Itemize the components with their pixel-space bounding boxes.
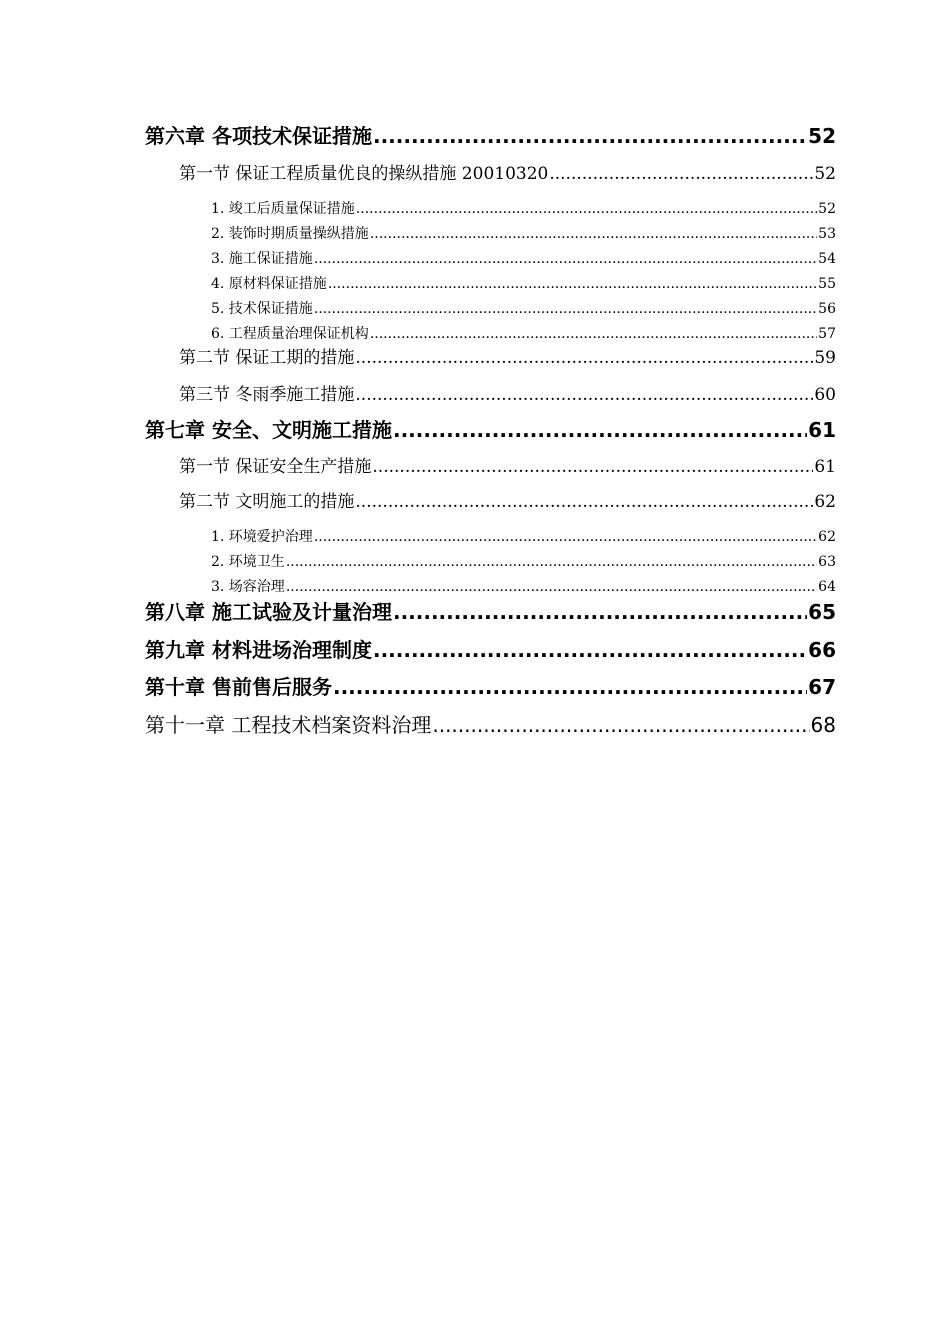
toc-entry-chapter[interactable] (145, 123, 836, 149)
dot-leader (333, 674, 807, 700)
toc-entry-page: 55 (818, 276, 836, 292)
toc-entry-label: 第九章 材料进场治理制度 (145, 638, 372, 662)
toc-entry-page: 66 (808, 638, 836, 662)
toc-entry-label: 第三节 冬雨季施工措施 (179, 385, 355, 405)
dot-leader (355, 347, 813, 369)
toc-entry-page: 67 (808, 675, 836, 699)
dot-leader (393, 417, 807, 443)
dot-leader (372, 456, 813, 478)
dot-leader (355, 491, 813, 513)
toc-entry-section[interactable] (179, 347, 836, 369)
dot-leader (373, 637, 807, 663)
dot-leader (373, 123, 807, 149)
toc-entry-label: 2. 装饰时期质量操纵措施 (211, 226, 369, 242)
toc-entry-item[interactable] (211, 528, 836, 546)
toc-entry-label: 3. 施工保证措施 (211, 251, 313, 267)
dot-leader (314, 250, 817, 268)
toc-entry-label: 1. 竣工后质量保证措施 (211, 201, 355, 217)
dot-leader (286, 553, 817, 571)
toc-entry-label: 第八章 施工试验及计量治理 (145, 600, 392, 624)
dot-leader (370, 325, 817, 343)
toc-entry-page: 60 (814, 385, 836, 405)
dot-leader (314, 300, 817, 318)
toc-entry-page: 56 (818, 301, 836, 317)
toc-entry-chapter[interactable] (145, 674, 836, 700)
toc-entry-page: 53 (818, 226, 836, 242)
toc-entry-chapter[interactable] (145, 637, 836, 663)
toc-entry-page: 62 (814, 492, 836, 512)
dot-leader (286, 578, 817, 596)
toc-entry-item[interactable] (211, 250, 836, 268)
toc-entry-page: 52 (808, 124, 836, 148)
toc-entry-item[interactable] (211, 553, 836, 571)
toc-entry-chapter[interactable] (145, 599, 836, 625)
toc-entry-label: 3. 场容治理 (211, 579, 285, 595)
toc-entry-item[interactable] (211, 578, 836, 596)
toc-entry-section[interactable] (179, 456, 836, 478)
toc-entry-page: 64 (818, 579, 836, 595)
toc-entry-label: 第十章 售前售后服务 (145, 675, 332, 699)
toc-entry-label: 6. 工程质量治理保证机构 (211, 326, 369, 342)
toc-entry-page: 65 (808, 600, 836, 624)
toc-entry-label: 第六章 各项技术保证措施 (145, 124, 372, 148)
toc-entry-item[interactable] (211, 225, 836, 243)
dot-leader (393, 599, 807, 625)
toc-entry-section[interactable] (179, 491, 836, 513)
dot-leader (355, 384, 813, 406)
toc-entry-page: 57 (818, 326, 836, 342)
toc-entry-label: 1. 环境爱护治理 (211, 529, 313, 545)
toc-entry-section[interactable] (179, 384, 836, 406)
toc-entry-item[interactable] (211, 325, 836, 343)
toc-entry-label: 4. 原材料保证措施 (211, 276, 327, 292)
toc-entry-page: 52 (818, 201, 836, 217)
toc-entry-label: 第七章 安全、文明施工措施 (145, 418, 392, 442)
toc-entry-page: 68 (810, 713, 836, 737)
toc-entry-chapter[interactable] (145, 417, 836, 443)
toc-entry-label: 第一节 保证安全生产措施 (179, 457, 372, 477)
dot-leader (328, 275, 817, 293)
toc-entry-label: 第二节 文明施工的措施 (179, 492, 355, 512)
toc-entry-label: 第十一章 工程技术档案资料治理 (145, 713, 432, 737)
dot-leader (356, 200, 817, 218)
toc-entry-label: 2. 环境卫生 (211, 554, 285, 570)
toc-entry-page: 62 (818, 529, 836, 545)
toc-entry-label: 第一节 保证工程质量优良的操纵措施 20010320 (179, 164, 549, 184)
dot-leader (549, 163, 813, 185)
dot-leader (432, 712, 809, 738)
toc-entry-section[interactable] (179, 163, 836, 185)
toc-entry-item[interactable] (211, 275, 836, 293)
dot-leader (314, 528, 817, 546)
toc-entry-page: 61 (808, 418, 836, 442)
toc-entry-page: 63 (818, 554, 836, 570)
toc-entry-item[interactable] (211, 200, 836, 218)
toc-entry-chapter[interactable] (145, 712, 836, 738)
toc-entry-page: 61 (814, 457, 836, 477)
toc-entry-page: 52 (814, 164, 836, 184)
toc-entry-page: 54 (818, 251, 836, 267)
toc-entry-label: 5. 技术保证措施 (211, 301, 313, 317)
toc-entry-label: 第二节 保证工期的措施 (179, 348, 355, 368)
dot-leader (370, 225, 817, 243)
toc-entry-item[interactable] (211, 300, 836, 318)
toc-entry-page: 59 (814, 348, 836, 368)
